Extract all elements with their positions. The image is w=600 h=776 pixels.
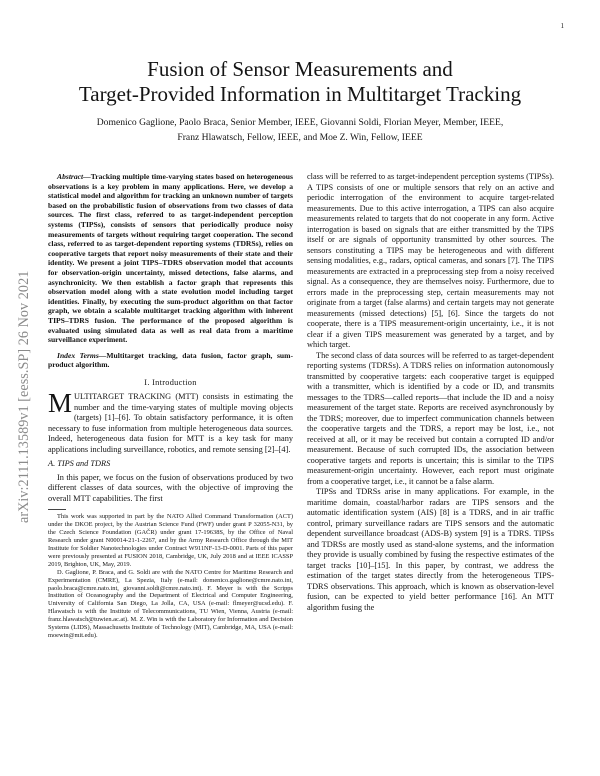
drop-cap: M	[48, 388, 73, 419]
left-column	[48, 172, 293, 640]
abstract-label: Abstract—	[57, 172, 91, 181]
intro-paragraph-1-text: ULTITARGET TRACKING (MTT) consists in estimating the number and the time-varying states of multiple moving objects (targets) [1]–[6]. To obtain satisfactory performance, it is often necessary to fuse information from multiple heterogeneous data sources. Indeed, heterogeneous data fusion for MTT is a key task for many applications including surveillance, robotics, and remote sensing [2]–[4].	[48, 392, 293, 454]
intro-paragraph-2: In this paper, we focus on the fusion of observations produced by two different classes of data sources, with the objective of improving the overall MTT capabilities. The first	[48, 472, 293, 503]
right-paragraph-1: class will be referred to as target-independent perception systems (TIPSs). A TIPS consists of one or multiple sensors that rely on an active and periodic interrogation of the environment to acquire target-related measurements. Due to this active interrogation, a TIPS can also acquire measurements related to targets that do not cooperate in any form. Active interrogation is based on signals that are either transmitted by the TIPS itself or are signals of opportunity transmitted by other sources. The sensors constituting a TIPS may be heterogeneous and with different sensing modalities, e.g., radars, optical cameras, and sonars [7]. The TIPS measurements are extracted in a preprocessing step from a noisy received signal. As a consequence, they are themselves noisy. Furthermore, due to errors made in the preprocessing step, certain measurements may not originate from a target (false alarms) and certain targets may not generate measurements (missed detections) [5], [6]. Since the targets do not cooperate, there is a TIPS measurement-origin uncertainty, i.e., it is not clear if a given TIPS measurement was generated by a target, and by which target.	[307, 172, 554, 349]
page-number: 1	[560, 22, 564, 30]
right-paragraph-2: The second class of data sources will be referred to as target-dependent reporting systems (TDRSs). A TDRS relies on information autonomously transmitted by cooperative targets: each cooperative target is equipped with a transmitter, which is identified by a code or ID, and transmits messages to the TDRS—called reports—that include the ID and a noisy measurement of the target state. Reports are received asynchronously by the TDRS; moreover, due to imperfect communication channels between the cooperative targets and the TDRS, a report may be lost, i.e., not received at all, or it may be received but contain a corrupted ID and/or measurement. Because of such corrupted IDs, the association between cooperative targets and reports is uncertain; this is similar to the TIPS measurement-origin uncertainty. However, each report must originate from a cooperative target, i.e., it cannot be a false alarm.	[307, 350, 554, 486]
footnote-funding: This work was supported in part by the NATO Allied Command Transformation (ACT) under the DKOE project, by the Austrian Science Fund (FWF) under grant P 32055-N31, by the Czech Science Foundation (GAČR) under grant 17-19638S, by the Office of Naval Research under grant N00014-21-1-2267, and by the Army Research Office through the MIT Institute for Soldier Nanotechnologies under Contract W911NF-13-D-0001. Parts of this paper were previously presented at FUSION 2018, Cambridge, UK, July 2018 and at IEEE ICASSP 2019, Brighton, UK, May, 2019.	[48, 513, 293, 568]
title-line-2: Target-Provided Information in Multitarget Tracking	[78, 82, 522, 106]
abstract-text: Tracking multiple time-varying states based on heterogeneous observations is a key problem in many applications. Here, we develop a statistical model and algorithm for tracking an unknown number of targets based on the probabilistic fusion of observations from two classes of data sources. The first class, referred to as target-independent perception systems (TIPSs), consists of sensors that periodically produce noisy measurements of targets without requiring target cooperation. The second class, referred to as target-dependent reporting systems (TDRSs), relies on cooperative targets that report noisy measurements of their state and their identity. We present a joint TIPS–TDRS observation model that accounts for observation-origin uncertainty, missed detections, false alarms, and asynchronicity. We then establish a factor graph that represents this observation model along with a state evolution model including target identities. Finally, by executing the sum-product algorithm on that factor graph, we obtain a scalable multitarget tracking algorithm with inherent TIPS–TDRS fusion. The performance of the proposed algorithm is evaluated using simulated data as well as real data from a maritime surveillance experiment.	[48, 172, 293, 345]
authors-line-2: Franz Hlawatsch, Fellow, IEEE, and Moe Z. Win, Fellow, IEEE	[177, 132, 423, 143]
footnote-rule	[48, 509, 66, 510]
section-heading-introduction: I. Introduction	[144, 377, 197, 387]
subsection-heading-tips-tdrs: A. TIPS and TDRS	[48, 459, 111, 469]
arxiv-identifier-text: arXiv:2111.13589v1 [eess.SP] 26 Nov 2021	[16, 270, 32, 523]
abstract	[48, 172, 293, 345]
authors-line-1: Domenico Gaglione, Paolo Braca, Senior Member, IEEE, Giovanni Soldi, Florian Meyer, Member, IEEE,	[96, 117, 504, 128]
intro-paragraph-1	[48, 388, 293, 455]
index-terms-label: Index Terms—	[57, 350, 107, 360]
author-list	[70, 115, 530, 145]
right-column	[307, 172, 554, 613]
title-line-1: Fusion of Sensor Measurements and	[147, 57, 453, 81]
paper-title	[60, 57, 540, 107]
right-paragraph-3: TIPSs and TDRSs arise in many applications. For example, in the maritime domain, coastal/harbor radars are TIPS sensors and the automatic identification system (AIS) [8] is a TDRS, and in air traffic control, primary surveillance radars are TIPS sensors and the automatic dependent surveillance broadcast (ADS-B) system [9] is a TDRS. TIPSs and TDRSs are mostly used as stand-alone systems, and the information they provide is usually combined by fusing the respective estimates of the target tracks [10]–[15]. In this paper, by contrast, we address the estimation of the target states directly from the heterogeneous TIPS-TDRS observations. This approach, which is known as observation-level fusion, can be expected to yield better performance [16]. An MTT algorithm fusing the	[307, 487, 554, 612]
index-terms-text: Multitarget tracking, data fusion, factor graph, sum-product algorithm.	[48, 350, 294, 370]
index-terms	[48, 351, 293, 370]
footnote-affiliations: D. Gaglione, P. Braca, and G. Soldi are with the NATO Centre for Maritime Research and Experimentation (CMRE), La Spezia, Italy (e-mail: domenico.gaglione@cmre.nato.int, paolo.braca@cmre.nato.int, giovanni.soldi@cmre.nato.int). F. Meyer is with the Scripps Institution of Oceanography and the Department of Electrical and Computer Engineering, University of California San Diego, La Jolla, CA, USA (e-mail: flmeyer@ucsd.edu). F. Hlawatsch is with the Institute of Telecommunications, TU Wien, Vienna, Austria (e-mail: franz.hlawatsch@tuwien.ac.at). M. Z. Win is with the Laboratory for Information and Decision Systems (LIDS), Massachusetts Institute of Technology (MIT), Cambridge, MA, USA (e-mail: moewin@mit.edu).	[48, 568, 293, 639]
